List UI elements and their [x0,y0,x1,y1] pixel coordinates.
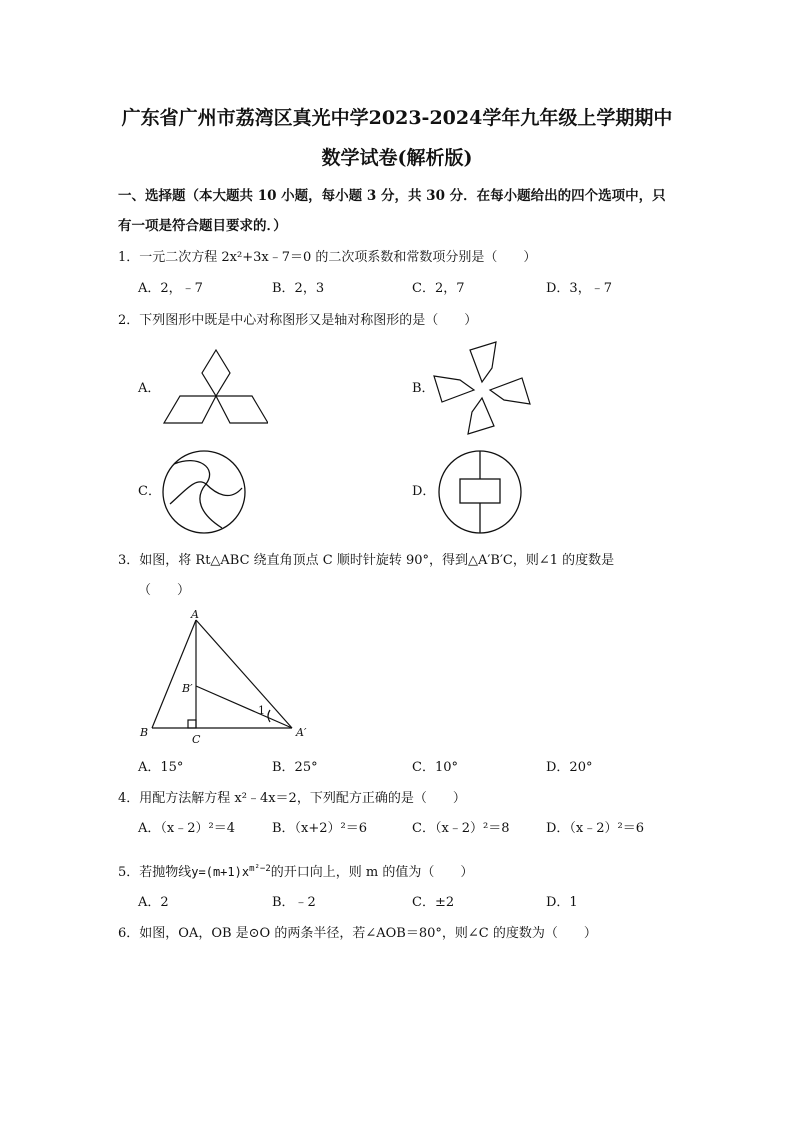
question-2-label-b: B． [412,381,435,396]
question-4-option-d: D．（x﹣2）²＝6 [546,821,645,836]
right-angle-mark-shape [188,720,196,728]
question-5-option-b: B．﹣2 [272,895,316,910]
question-2-label-a: A． [138,381,161,396]
question-1-option-d: D．3，﹣7 [546,281,612,296]
question-1-option-b: B．2，3 [272,281,325,296]
section-heading-line-2: 有一项是符合题目要求的．） [118,218,287,234]
question-5-option-a: A．2 [138,895,169,910]
question-3-option-b: B．25° [272,760,318,775]
question-2-label-c: C． [138,484,161,499]
question-3-option-d: D．20° [546,760,593,775]
cross-curve-shape [170,482,242,504]
question-6-stem: 6．如图，OA，OB 是⊙O 的两条半径，若∠AOB＝80°，则∠C 的度数为（ ） [118,926,597,941]
question-4-option-b: B．（x+2）²＝6 [272,821,368,836]
center-rectangle-shape [460,479,500,503]
question-5-stem-prefix: 5．若抛物线 [118,865,192,880]
label-a: A [191,608,199,621]
paper-title-line-1: 广东省广州市荔湾区真光中学2023-2024学年九年级上学期期中 [121,107,673,129]
question-2-figure-c [160,448,248,536]
rhombus-left-shape [164,396,216,423]
label-a-prime: A′ [296,726,307,739]
segment-a-aprime-shape [196,620,292,728]
question-4-stem: 4．用配方法解方程 x²﹣4x＝2，下列配方正确的是（ ） [118,791,466,806]
question-3-triangle-figure [136,608,320,748]
question-1-option-c: C．2，7 [412,281,465,296]
angle-1-arc-shape [268,710,270,722]
paper-title-line-2: 数学试卷(解析版) [321,147,473,169]
label-b-prime: B′ [182,682,193,695]
question-3-option-c: C．10° [412,760,458,775]
rhombus-top-shape [202,350,230,396]
question-3-stem-line-1: 3．如图，将 Rt△ABC 绕直角顶点 C 顺时针旋转 90°，得到△A′B′C，则∠1 的度数是 [118,553,615,568]
label-angle-1: 1 [258,704,265,717]
segment-ab-shape [152,620,196,728]
pinwheel-blade-top-shape [470,342,496,382]
question-5-option-d: D．1 [546,895,578,910]
question-3-stem-line-2: （ ） [138,583,191,598]
question-5-option-c: C．±2 [412,895,455,910]
question-5-stem [118,861,473,881]
pinwheel-blade-left-shape [434,376,474,402]
pinwheel-blade-right-shape [490,378,530,404]
question-4-option-a: A．（x﹣2）²＝4 [138,821,235,836]
section-heading-line-1: 一、选择题（本大题共 10 小题，每小题 3 分，共 30 分．在每小题给出的四个选项中，只 [118,188,666,204]
question-2-stem: 2．下列图形中既是中心对称图形又是轴对称图形的是（ ） [118,313,478,328]
question-4-option-c: C．（x﹣2）²＝8 [412,821,510,836]
question-2-label-d: D． [412,484,436,499]
label-b: B [140,726,149,739]
segment-bprime-aprime-shape [196,686,292,728]
question-3-option-a: A．15° [138,760,184,775]
question-2-figure-a [158,346,268,436]
question-5-exponent: m²−2 [249,864,271,874]
pinwheel-blade-bottom-shape [468,398,494,434]
question-1-option-a: A．2，﹣7 [138,281,203,296]
label-c: C [192,733,201,746]
question-5-stem-suffix: 的开口向上，则 m 的值为（ ） [270,865,474,880]
question-2-figure-b [430,338,534,438]
question-2-figure-d [436,448,524,536]
question-1-stem: 1．一元二次方程 2x²+3x﹣7＝0 的二次项系数和常数项分别是（ ） [118,250,537,265]
question-5-formula: y=(m+1)x [191,865,250,879]
rhombus-right-shape [216,396,268,423]
